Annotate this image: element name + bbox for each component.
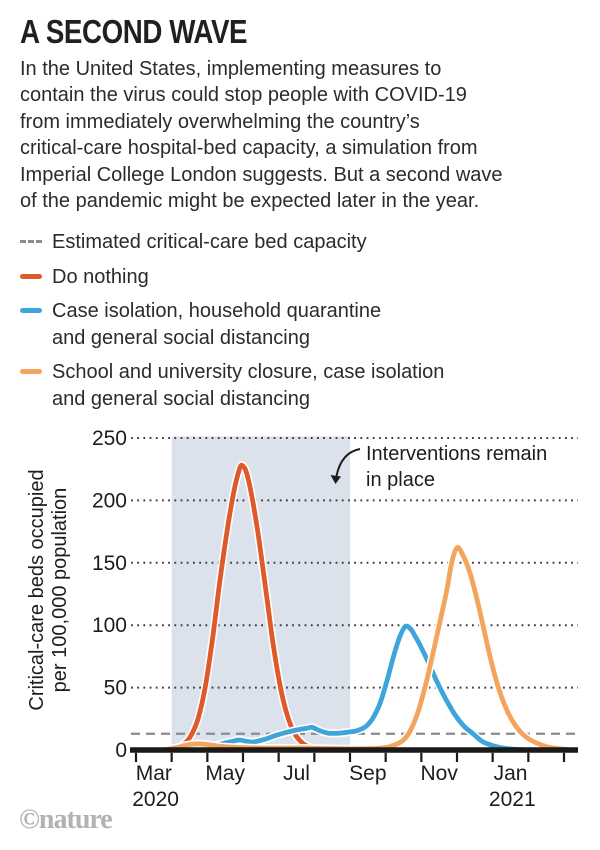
annotation-text: Interventions remain in place	[366, 443, 548, 491]
legend-item-school-closure	[20, 359, 444, 412]
y-tick-label: 0	[115, 739, 127, 762]
y-tick-label: 50	[103, 676, 127, 700]
legend	[20, 229, 444, 420]
y-tick-label: 250	[91, 427, 127, 450]
x-tick-label: Nov	[420, 762, 458, 785]
description-line: Imperial College London suggests. But a second wave	[20, 163, 503, 186]
legend-item-case-isolation	[20, 298, 444, 351]
legend-label	[52, 359, 444, 412]
year-label: 2020	[132, 788, 179, 811]
legend-label	[52, 298, 381, 351]
nature-logo: ©nature	[19, 804, 112, 835]
y-tick-label: 150	[91, 551, 127, 575]
orange-line-swatch	[20, 369, 42, 374]
x-tick-label: Jul	[283, 762, 310, 785]
legend-label	[52, 229, 367, 256]
legend-item-do-nothing	[20, 264, 444, 291]
x-tick-label: Sep	[349, 762, 387, 785]
dashed-line-swatch	[20, 240, 42, 243]
red-line-swatch	[20, 274, 42, 279]
legend-label-line: Estimated critical-care bed capacity	[52, 231, 367, 253]
y-axis-title	[26, 430, 72, 750]
legend-label-line: Case isolation, household quarantine	[52, 300, 382, 322]
legend-label-line: Do nothing	[52, 265, 149, 288]
x-tick-label: Mar	[135, 762, 172, 785]
x-tick-label: May	[205, 762, 246, 785]
blue-line-swatch	[20, 308, 42, 313]
year-label: 2021	[488, 788, 536, 811]
description-line: critical-care hospital-bed capacity, a simulation from	[20, 137, 478, 160]
description-line: of the pandemic might be expected later in the year.	[20, 190, 480, 213]
y-tick-label: 200	[91, 489, 127, 513]
y-axis-title-line: per 100,000 population	[49, 487, 71, 693]
description-line: from immediately overwhelming the country’s	[20, 110, 420, 133]
description-line: contain the virus could stop people with COVID-19	[20, 84, 467, 107]
legend-label-line: and general social distancing	[52, 326, 310, 349]
y-tick-label: 100	[91, 614, 127, 638]
y-axis-title-line: Critical-care beds occupied	[26, 469, 48, 711]
x-tick-label: Jan	[493, 762, 528, 785]
legend-item-capacity	[20, 229, 444, 256]
legend-label-line: and general social distancing	[52, 387, 310, 410]
description	[20, 56, 503, 214]
description-line: In the United States, implementing measures to	[20, 58, 442, 80]
page-title: A SECOND WAVE	[20, 13, 248, 50]
legend-label-line: School and university closure, case isolation	[52, 361, 445, 383]
legend-label	[52, 264, 149, 291]
